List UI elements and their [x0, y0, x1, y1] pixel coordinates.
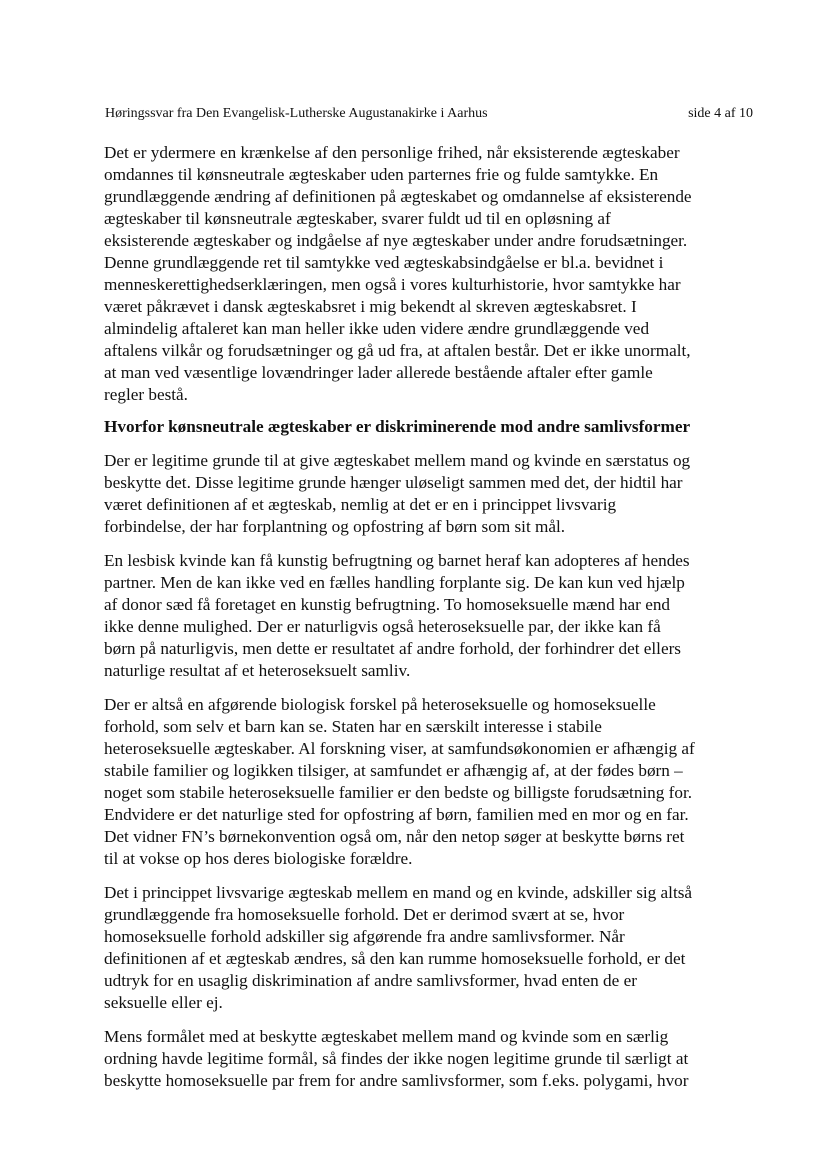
paragraph-5	[104, 1026, 752, 1092]
text-line: Det i princippet livsvarige ægteskab mellem en mand og en kvinde, adskiller sig altså	[104, 883, 693, 902]
text-line: ordning havde legitime formål, så findes der ikke nogen legitime grunde til særligt at	[104, 1049, 689, 1068]
text-line: af donor sæd få foretaget en kunstig befrugtning. To homoseksuelle mænd har end	[104, 595, 671, 614]
text-line: eksisterende ægteskaber og indgåelse af nye ægteskaber under andre forudsætninger.	[104, 231, 688, 250]
text-line: Der er legitime grunde til at give ægteskabet mellem mand og kvinde en særstatus og	[104, 451, 691, 470]
text-line: forbindelse, der har forplantning og opfostring af børn som sit mål.	[104, 517, 566, 536]
text-line: definitionen af et ægteskab ændres, så den kan rumme homoseksuelle forhold, er det	[104, 949, 686, 968]
text-line: partner. Men de kan ikke ved en fælles handling forplante sig. De kan kun ved hjælp	[104, 573, 685, 592]
paragraph-1	[104, 450, 752, 538]
text-line: aftalens vilkår og forudsætninger og gå ud fra, at aftalen består. Det er ikke unormalt,	[104, 341, 691, 360]
text-line: ikke denne mulighed. Der er naturligvis også heteroseksuelle par, der ikke kan få	[104, 617, 661, 636]
text-line: Det vidner FN’s børnekonvention også om, når den netop søger at beskytte børns ret	[104, 827, 685, 846]
text-line: stabile familier og logikken tilsiger, at samfundet er afhængig af, at der fødes børn –	[104, 761, 683, 780]
text-line: naturlige resultat af et heteroseksuelt samliv.	[104, 661, 411, 680]
text-line: regler bestå.	[104, 385, 188, 404]
text-line: været påkrævet i dansk ægteskabsret i mig bekendt al skreven ægteskabsret. I	[104, 297, 637, 316]
text-line: noget som stabile heteroseksuelle familier er den bedste og billigste forudsætning for.	[104, 783, 693, 802]
text-line: forhold, som selv et barn kan se. Staten har en særskilt interesse i stabile	[104, 717, 602, 736]
page-number: side 4 af 10	[688, 106, 753, 121]
paragraph-2	[104, 550, 752, 682]
text-line: menneskerettighedserklæringen, men også i vores kulturhistorie, hvor samtykke har	[104, 275, 681, 294]
page-header	[105, 104, 753, 124]
text-line: grundlæggende fra homoseksuelle forhold. Det er derimod svært at se, hvor	[104, 905, 625, 924]
document-body	[104, 142, 752, 1104]
text-line: Endvidere er det naturlige sted for opfostring af børn, familien med en mor og en far.	[104, 805, 689, 824]
text-line: beskytte homoseksuelle par frem for andre samlivsformer, som f.eks. polygami, hvor	[104, 1071, 689, 1090]
text-line: homoseksuelle forhold adskiller sig afgørende fra andre samlivsformer. Når	[104, 927, 625, 946]
text-line: seksuelle eller ej.	[104, 993, 223, 1012]
text-line: Denne grundlæggende ret til samtykke ved ægteskabsindgåelse er bl.a. bevidnet i	[104, 253, 664, 272]
text-line: at man ved væsentlige lovændringer lader allerede bestående aftaler efter gamle	[104, 363, 653, 382]
text-line: været definitionen af et ægteskab, nemlig at det er en i princippet livsvarig	[104, 495, 617, 514]
section-heading: Hvorfor kønsneutrale ægteskaber er diskriminerende mod andre samlivsformer	[104, 417, 691, 436]
text-line: grundlæggende ændring af definitionen på ægteskabet og omdannelse af eksisterende	[104, 187, 692, 206]
text-line: beskytte det. Disse legitime grunde hænger uløseligt sammen med det, der hidtil har	[104, 473, 683, 492]
text-line: almindelig aftaleret kan man heller ikke uden videre ændre grundlæggende ved	[104, 319, 650, 338]
text-line: Mens formålet med at beskytte ægteskabet mellem mand og kvinde som en særlig	[104, 1027, 669, 1046]
text-line: børn på naturligvis, men dette er resultatet af andre forhold, der forhindrer det ellers	[104, 639, 681, 658]
text-line: En lesbisk kvinde kan få kunstig befrugtning og barnet heraf kan adopteres af hendes	[104, 551, 690, 570]
text-line: Der er altså en afgørende biologisk forskel på heteroseksuelle og homoseksuelle	[104, 695, 656, 714]
paragraph-intro	[104, 142, 752, 406]
text-line: Det er ydermere en krænkelse af den personlige frihed, når eksisterende ægteskaber	[104, 143, 680, 162]
text-line: omdannes til kønsneutrale ægteskaber uden parternes frie og fulde samtykke. En	[104, 165, 659, 184]
paragraph-4	[104, 882, 752, 1014]
text-line: udtryk for en usaglig diskrimination af andre samlivsformer, hvad enten de er	[104, 971, 637, 990]
header-title: Høringssvar fra Den Evangelisk-Lutherske Augustanakirke i Aarhus	[105, 106, 488, 121]
text-line: ægteskaber til kønsneutrale ægteskaber, svarer fuldt ud til en opløsning af	[104, 209, 611, 228]
text-line: heteroseksuelle ægteskaber. Al forskning viser, at samfundsøkonomien er afhængig af	[104, 739, 695, 758]
text-line: til at vokse op hos deres biologiske forældre.	[104, 849, 413, 868]
paragraph-3	[104, 694, 752, 870]
